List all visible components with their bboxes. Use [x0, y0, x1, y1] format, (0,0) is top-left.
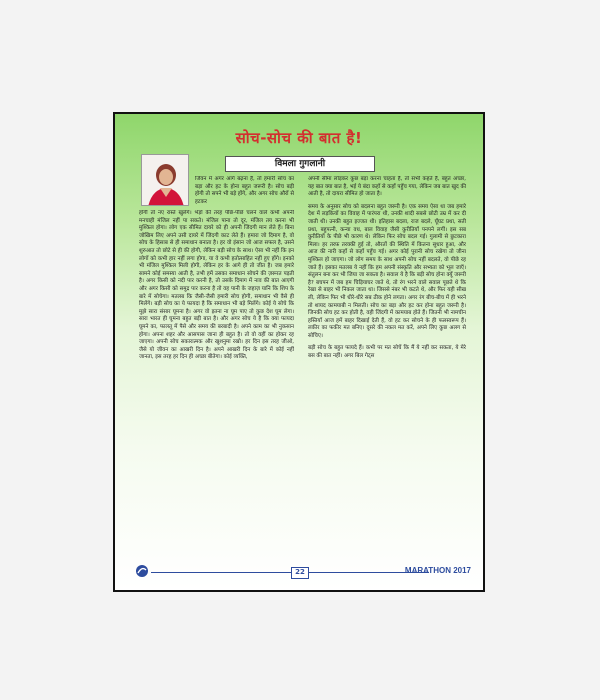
magazine-logo-icon [135, 564, 149, 578]
right-paragraph-1: अपनी सीमा लोड़कर कुछ बड़ा करना चाहता है, तो सभी कहते हैं, बहुत अच्छा, यह बात क्या बात है, भई ये बंदा कहाँ से कहाँ पहुँच गया, लेकिन जब बात खुद की आती है, तो दायरा सीमित हो जाता है। [308, 176, 466, 198]
author-name: विमला गुगलानी [225, 156, 375, 172]
author-photo [141, 154, 189, 206]
article-title: सोच-सोच की बात है! [235, 129, 363, 147]
intro-paragraph: जिवन में अगर आगे बढ़ना है, तो हमारी सोच का बड़ा और हट के होना बहुत जरूरी है। सोच बड़ी होगी तो सपने भी बड़े होंगे, और अगर सोच औरों से हटकर [195, 176, 294, 205]
page-number: 22 [291, 567, 309, 579]
left-column [139, 210, 294, 562]
author-portrait-icon [142, 155, 189, 206]
right-paragraph-2: समय के अनुसार सोच को बदलना बहुत जरूरी है। एक समय ऐसा था जब हमारे देश में लड़कियों का विवाह में पारंपरा थी, उनकी शादी सबसे छोटी उम्र में कर दी जाती थी। उनकी बहुत इज्जत थी। इतिहास बदला, राज बदले, घूँघट प्रथा, सती प्रथा, बहुपत्नी, कन्या वध, बाल विवाह जैसी कुरीतियाँ पनपने लगीं। इस सब कुरीतियों के पीछे भी कारण थे। लेकिन फिर सोच बदल गई। गुलामी से छुटकारा मिला। हर तरफ़ तरक्की हुई तो, औरतों की स्थिति में कितना सुधार हुआ, और आज की नारी कहाँ से कहाँ पहुँच गई। अगर कोई पुरानी सोच रखेगा तो जीना मुश्किल हो जाएगा। जो लोग समय के साथ अपनी सोच नहीं बदलते, वो पीछे रह जाते हैं। इसका मतलब ये नहीं कि हम अपनी संस्कृति और सभ्यता को भूल जाएँ। संतुलन बना कर भी जिया जा सकता है। सवाल ये है कि बड़ी सोच होना क्यूँ जरूरी है? बचपन में जब हम चिड़ियाघर जाते थे, तो रंग भरने वाले सवाल पूछते थे कि रेखा से बाहर भी निकल जाता था। जिससे नंबर भी कटते थे, और फिर यही सीख ली, लेकिन फिर भी धीरे-धीरे सब ठीक होने लगता। अगर रंग बीच-बीच में ही भरने तो शायद कामयाबी न मिलती। सोच का बड़ा और हट कर होना बहुत जरूरी है। जिनकी सोच हट कर होती है, वही जिंदगी में कामयाब होते हैं। जितनी भी नामचीन हस्तियाँ आज हमें बाहर दिखाई देती हैं, वो हट कर सोचने के ही फलस्वरूप हैं। लकीर का फकीर मत बनिए। दूसरे की नकल मत करें, अपने लिए कुछ अलग से सोचिए। [308, 203, 466, 339]
right-column [308, 176, 466, 561]
magazine-name: MARATHON 2017 [404, 566, 471, 575]
right-paragraph-3: बड़ी सोच के बहुत फायदे हैं। कभी पर मत सोचें कि मैं ये नहीं कर सकता, ये मेरे बस की बात नहीं। अगर बिल गेट्स [308, 345, 466, 360]
footer-rule [151, 572, 429, 573]
left-paragraph-1: होगी तो नए रास्ते खुलेंगे। भेड़ों की तरह पीछे-पीछे चलने वाले कभी अपनी मनचाही मंजिल नहीं पा सकते। मंजिल पाना तो दूर, मंजिल तय करना भी मुश्किल होगा। लोग एक सीमित दायरे को ही अपनी जिंदगी मान लेते हैं। बिना जोखिम लिए अपने उसी दायरे में जिंदगी काट लेते हैं। हमारा जो दिमाग है, वो सोच के हिसाब से ही समाधान बनाता है। हर वो इंसान जो आज सफल है, उसने शुरुआत तो छोटे से ही की होगी, लेकिन बड़ी सोच के साथ। ऐसा भी नहीं कि इन लोगों को कभी हार नहीं लगा होगा, या वे कभी हतोत्साहित नहीं हुए होंगे। इनको भी मंजिल मुश्किल मिली होगी, लेकिन हर के आगे ही तो जीत है। जब हमारे सामने कोई समस्या आती है, तभी हमें उसका समाधान सोचने की ज़रूरत पड़ती है। अगर किसी को नदी पार करनी है, तो उसके दिमाग में नाव की बात आएगी और अगर किसी को समुद्र पार करना है तो वह पानी के जहाज़ यानि कि शिप के बारे में सोचेगा। मतलब कि जैसी-जैसी हमारी सोच होगी, समाधान भी वैसे ही मिलेंगे। बड़ी सोच का ये फायदा है कि समाधान भी बड़े मिलेंगे। कोई ये सोचे कि मुझे सारा संसार घूमना है। अगर वो इतना ना घूम पाए तो कुछ देश घूम लेगा। सारा भारत ही घूमना बहुत बड़ी बात है। और अगर सोच ये है कि क्या फायदा घूमने का, फालतू में पैसे और समय की बरबादी है। अपने काम का भी नुकसान होगा। अपना शहर और आसपास जाना ही बहुत है। तो वो वहीं का होकर रह जाएगा। अपनी सोच सकारात्मक और खुशनुमा रखो। हर दिन इस तरह जीओ, जैसे यो जीवन का आखरी दिन है। अपने आखरी दिन के बारे में कोई नहीं जानता, इस तरह हर दिन ही अच्छा बीतेगा। कोई व्यक्ति, [139, 210, 294, 361]
intro-text [195, 176, 294, 208]
magazine-page [113, 112, 485, 592]
